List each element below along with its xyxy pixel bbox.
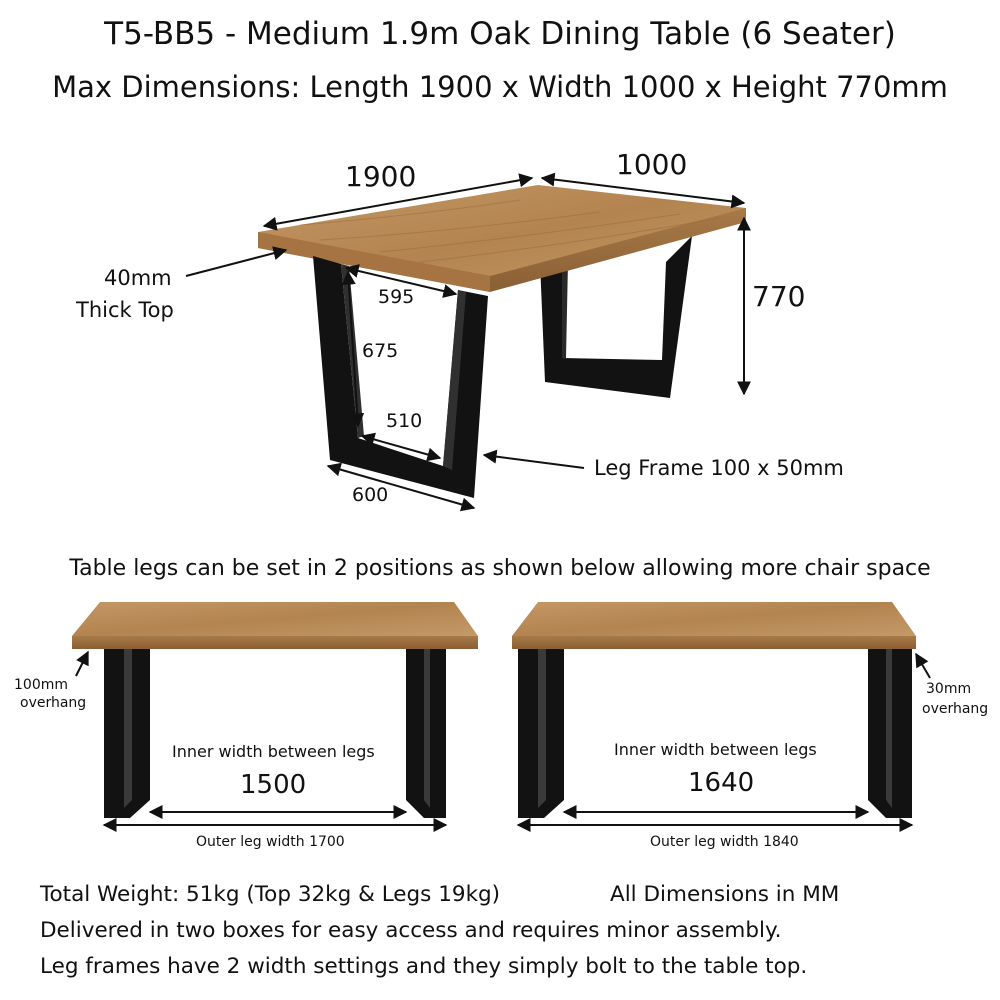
- position-b-overhang-arrow: [916, 654, 930, 678]
- page-subtitle: Max Dimensions: Length 1900 x Width 1000 x Height 770mm: [52, 70, 948, 104]
- length-label: 1900: [345, 160, 417, 193]
- position-b-overhang-label: overhang: [922, 701, 989, 717]
- thick-top-pointer-arrow: [186, 250, 286, 276]
- leg-settings-note: Leg frames have 2 width settings and they simply bolt to the table top.: [40, 954, 808, 979]
- position-b-inner-value: 1640: [688, 768, 755, 798]
- leg-top-width-label: 595: [378, 286, 415, 308]
- page-title: T5-BB5 - Medium 1.9m Oak Dining Table (6 Seater): [104, 16, 896, 52]
- position-b-inner-label: Inner width between legs: [614, 740, 817, 759]
- total-weight: Total Weight: 51kg (Top 32kg & Legs 19kg): [40, 882, 501, 907]
- leg-frame-label: Leg Frame 100 x 50mm: [594, 456, 844, 480]
- position-a-inner-label: Inner width between legs: [172, 742, 375, 761]
- leg-frame-pointer-arrow: [484, 455, 584, 468]
- units-note: All Dimensions in MM: [610, 882, 840, 907]
- positions-note: Table legs can be set in 2 positions as shown below allowing more chair space: [69, 556, 931, 581]
- position-a-overhang-arrow: [76, 652, 88, 676]
- leg-bottom-outer-label: 600: [352, 484, 389, 506]
- width-label: 1000: [616, 148, 688, 181]
- thick-top-value: 40mm: [104, 266, 172, 290]
- delivery-note: Delivered in two boxes for easy access and requires minor assembly.: [40, 918, 782, 943]
- position-a-overhang-label: overhang: [20, 695, 87, 711]
- thick-top-label: Thick Top: [76, 298, 174, 322]
- position-b-outer-label: Outer leg width 1840: [650, 834, 799, 850]
- position-b-overhang-value: 30mm: [926, 681, 972, 697]
- leg-inner-height-label: 675: [362, 340, 399, 362]
- height-label: 770: [752, 280, 806, 313]
- position-a-inner-value: 1500: [240, 770, 307, 800]
- position-a-overhang-value: 100mm: [14, 677, 68, 693]
- leg-bottom-inner-label: 510: [386, 410, 423, 432]
- position-a-outer-label: Outer leg width 1700: [196, 834, 345, 850]
